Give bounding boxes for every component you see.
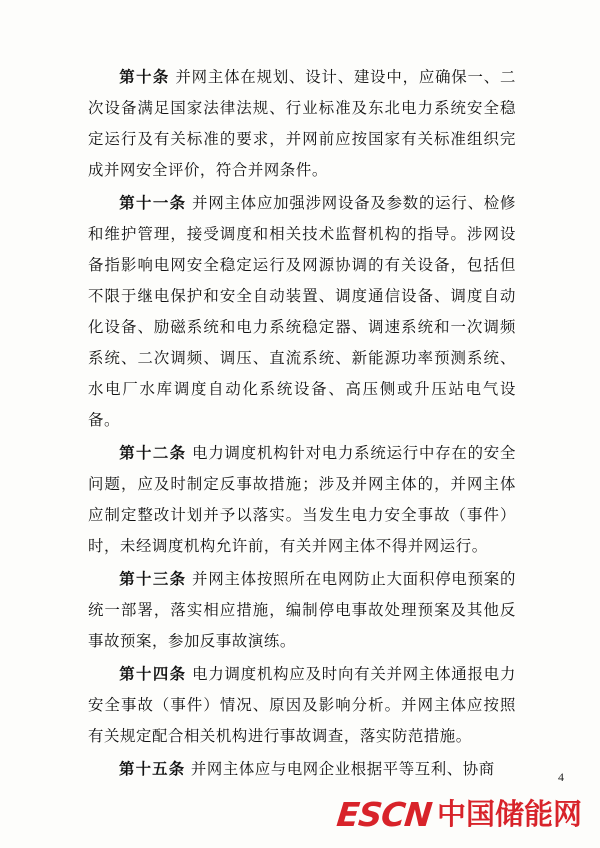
article-label: 第十五条 bbox=[119, 760, 186, 778]
page-number: 4 bbox=[558, 770, 564, 784]
article-text: 并网主体在规划、设计、建设中，应确保一、二次设备满足国家法律法规、行业标准及东北电力系统安全稳定运行及有关标准的要求，并网前应按国家有关标准组织完成并网安全评价，符合并网条件。 bbox=[88, 68, 516, 179]
article-text: 并网主体应与电网企业根据平等互利、协商 bbox=[190, 760, 495, 778]
document-text-body bbox=[88, 62, 516, 787]
article-text: 并网主体按照所在电网防止大面积停电预案的统一部署，落实相应措施，编制停电事故处理预案及其他反事故预案，参加反事故演练。 bbox=[88, 570, 516, 650]
paragraph-article-12 bbox=[88, 438, 516, 562]
paragraph-article-10 bbox=[88, 62, 516, 186]
article-label: 第十二条 bbox=[119, 444, 187, 462]
article-text: 电力调度机构针对电力系统运行中存在的安全问题，应及时制定反事故措施；涉及并网主体的，并网主体应制定整改计划并予以落实。当发生电力安全事故（事件）时，未经调度机构允许前，有关并网主体不得并网运行。 bbox=[88, 444, 516, 555]
article-label: 第十一条 bbox=[119, 194, 187, 212]
article-text: 电力调度机构应及时向有关并网主体通报电力安全事故（事件）情况、原因及影响分析。并网主体应按照有关规定配合相关机构进行事故调查，落实防范措施。 bbox=[88, 665, 516, 745]
paragraph-article-15 bbox=[88, 754, 516, 785]
watermark-latin-text: ESCN bbox=[334, 794, 434, 834]
article-text: 并网主体应加强涉网设备及参数的运行、检修和维护管理，接受调度和相关技术监督机构的指导。涉网设备指影响电网安全稳定运行及网源协调的有关设备，包括但不限于继电保护和安全自动装置、调度通信设备、调度自动化设备、励磁系统和电力系统稳定器、调速系统和一次调频系统、二次调频、调压、直流系统、新能源功率预测系统、水电厂水库调度自动化系统设备、高压侧或升压站电气设备。 bbox=[88, 194, 516, 429]
paragraph-article-14 bbox=[88, 659, 516, 752]
paragraph-article-13 bbox=[88, 564, 516, 657]
article-label: 第十条 bbox=[119, 68, 170, 86]
watermark-logo bbox=[334, 794, 582, 834]
article-label: 第十三条 bbox=[119, 570, 187, 588]
article-label: 第十四条 bbox=[119, 665, 187, 683]
watermark-chinese-text: 中国储能网 bbox=[436, 796, 582, 831]
paragraph-article-11 bbox=[88, 188, 516, 436]
